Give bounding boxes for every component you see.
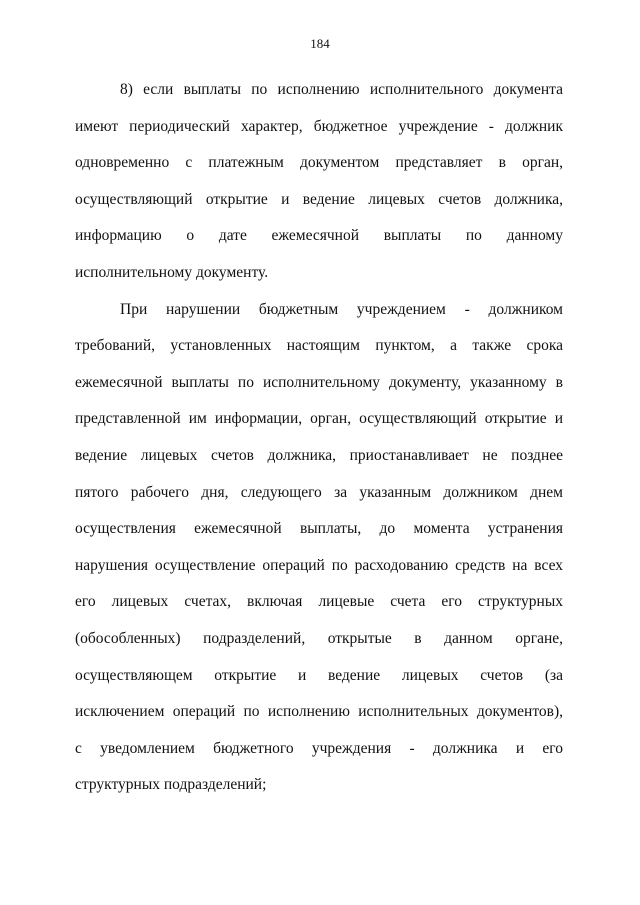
text-line: его лицевых счетах, включая лицевые счета его структурных xyxy=(75,593,563,611)
text-line: информацию о дате ежемесячной выплаты по данному xyxy=(75,227,563,245)
text-line: 8) если выплаты по исполнению исполнительного документа xyxy=(120,81,563,98)
text-line: осуществления ежемесячной выплаты, до момента устранения xyxy=(75,520,563,538)
text-line: осуществляющем открытие и ведение лицевых счетов (за xyxy=(75,666,563,684)
text-line: осуществляющий открытие и ведение лицевых счетов должника, xyxy=(75,190,563,208)
text-line: исключением операций по исполнению исполнительных документов), xyxy=(75,703,563,721)
text-line: (обособленных) подразделений, открытые в данном органе, xyxy=(75,629,563,647)
text-line: имеют периодический характер, бюджетное учреждение - должник xyxy=(75,117,563,135)
text-line: представленной им информации, орган, осуществляющий открытие и xyxy=(75,410,563,428)
document-body xyxy=(75,72,563,804)
text-line: пятого рабочего дня, следующего за указанным должником днем xyxy=(75,483,563,501)
text-line: нарушения осуществление операций по расходованию средств на всех xyxy=(75,556,563,574)
text-line: При нарушении бюджетным учреждением - должником xyxy=(120,300,563,318)
paragraph-1 xyxy=(75,72,563,292)
text-line: структурных подразделений; xyxy=(75,776,267,794)
text-line: ежемесячной выплаты по исполнительному документу, указанному в xyxy=(75,373,563,391)
text-line: одновременно с платежным документом представляет в орган, xyxy=(75,154,563,172)
text-line: требований, установленных настоящим пунктом, а также срока xyxy=(75,337,563,355)
paragraph-2 xyxy=(75,292,563,804)
page-number: 184 xyxy=(310,36,330,51)
text-line: ведение лицевых счетов должника, приостанавливает не позднее xyxy=(75,446,563,464)
text-line: с уведомлением бюджетного учреждения - должника и его xyxy=(75,739,563,757)
text-line: исполнительному документу. xyxy=(75,263,269,281)
